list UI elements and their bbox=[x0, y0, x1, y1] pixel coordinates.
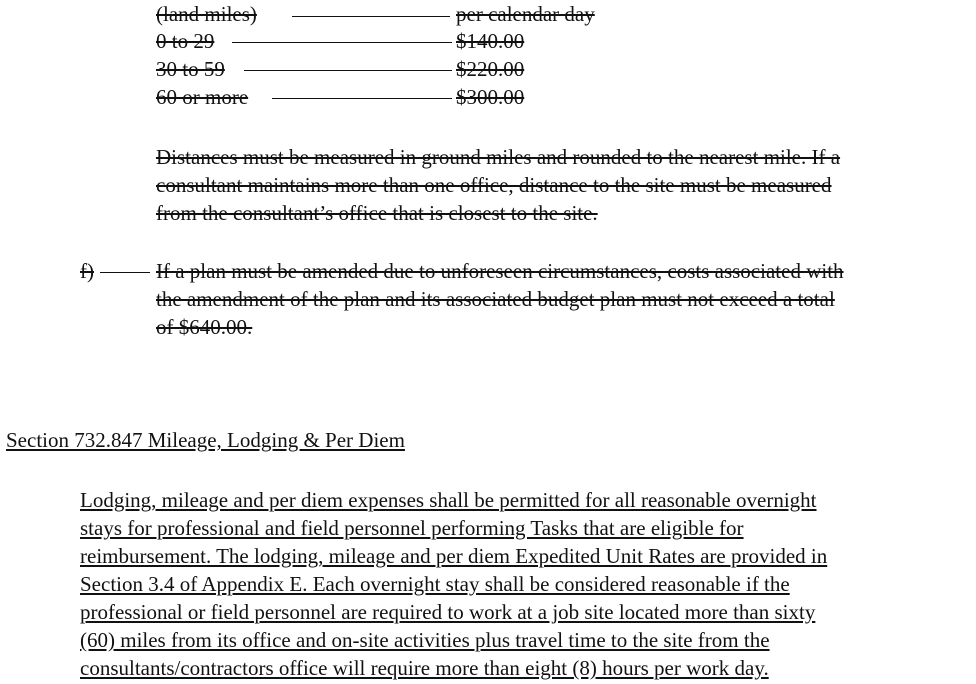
rate-table-header-value: per calendar day bbox=[456, 2, 595, 26]
rate-table-row-value: $220.00 bbox=[456, 57, 525, 81]
leader-line bbox=[272, 98, 452, 99]
section-heading: Section 732.847 Mileage, Lodging & Per Diem bbox=[6, 428, 405, 452]
paragraph-line: the amendment of the plan and its associated budget plan must not exceed a total bbox=[156, 287, 835, 311]
leader-line bbox=[244, 70, 452, 71]
paragraph-line: Section 3.4 of Appendix E. Each overnight stay shall be considered reasonable if the bbox=[80, 572, 790, 596]
distance-paragraph bbox=[156, 143, 972, 227]
paragraph-line: If a plan must be amended due to unforeseen circumstances, costs associated with bbox=[156, 259, 844, 283]
paragraph-line: reimbursement. The lodging, mileage and per diem Expedited Unit Rates are provided in bbox=[80, 544, 828, 568]
leader-line bbox=[292, 16, 450, 17]
paragraph-line: (60) miles from its office and on-site activities plus travel time to the site from the bbox=[80, 628, 770, 652]
rate-table-header-label: (land miles) bbox=[156, 2, 257, 26]
leader-line bbox=[232, 42, 452, 43]
paragraph-line: professional or field personnel are required to work at a job site located more than sixty bbox=[80, 600, 816, 624]
rate-table-row-value: $140.00 bbox=[456, 29, 525, 53]
paragraph-line: stays for professional and field personnel performing Tasks that are eligible for bbox=[80, 516, 744, 540]
leader-line bbox=[100, 272, 150, 273]
item-f-marker: f) bbox=[80, 259, 94, 283]
rate-table-row-label: 0 to 29 bbox=[156, 29, 215, 53]
section-body bbox=[80, 486, 972, 682]
paragraph-line: consultants/contractors office will require more than eight (8) hours per work day. bbox=[80, 656, 769, 680]
paragraph-line: from the consultant’s office that is closest to the site. bbox=[156, 201, 598, 225]
paragraph-line: of $640.00. bbox=[156, 315, 253, 339]
item-f-paragraph bbox=[156, 257, 972, 341]
paragraph-line: Distances must be measured in ground miles and rounded to the nearest mile. If a bbox=[156, 145, 841, 169]
rate-table-row-label: 60 or more bbox=[156, 85, 249, 109]
paragraph-line: Lodging, mileage and per diem expenses shall be permitted for all reasonable overnight bbox=[80, 488, 817, 512]
paragraph-line: consultant maintains more than one office, distance to the site must be measured bbox=[156, 173, 832, 197]
rate-table-row-value: $300.00 bbox=[456, 85, 525, 109]
rate-table-row-label: 30 to 59 bbox=[156, 57, 225, 81]
